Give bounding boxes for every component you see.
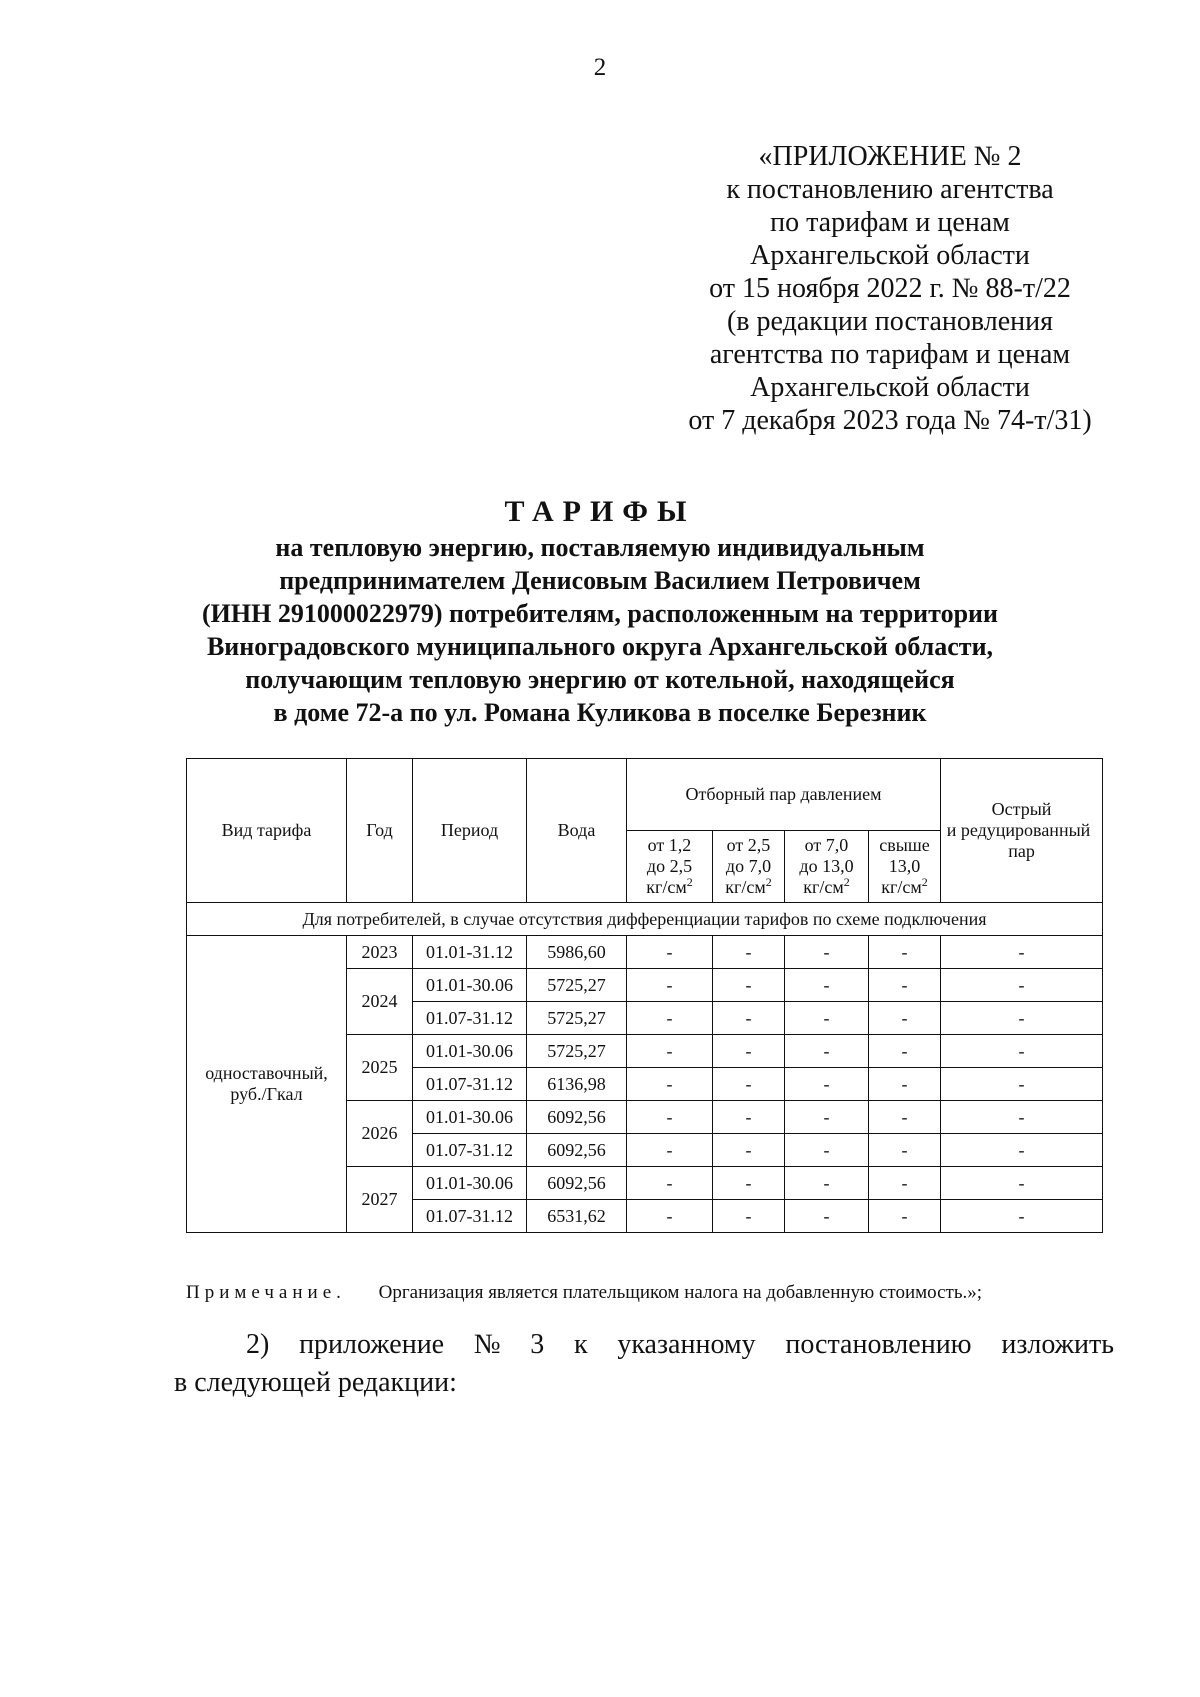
period-cell: 01.01-30.06 — [413, 1101, 527, 1134]
steam1-cell: - — [627, 1167, 713, 1200]
tariff-name-cell — [187, 936, 347, 1233]
tariffs-table — [186, 758, 1103, 1233]
water-cell: 6092,56 — [527, 1167, 627, 1200]
header-steam-3 — [785, 831, 869, 903]
steam3-cell: - — [785, 1068, 869, 1101]
page-number: 2 — [593, 54, 607, 81]
water-cell: 5725,27 — [527, 969, 627, 1002]
year-cell: 2025 — [347, 1035, 413, 1101]
period-cell: 01.07-31.12 — [413, 1068, 527, 1101]
header-steam-4 — [869, 831, 941, 903]
header-sharp-steam — [941, 759, 1103, 903]
steam3-cell: - — [785, 936, 869, 969]
note — [186, 1282, 1136, 1304]
steam4-cell: - — [869, 969, 941, 1002]
year-cell: 2024 — [347, 969, 413, 1035]
table-header — [187, 759, 1103, 903]
period-cell: 01.07-31.12 — [413, 1134, 527, 1167]
unit-text: кг/см — [803, 877, 844, 897]
water-cell: 5986,60 — [527, 936, 627, 969]
sharp-cell: - — [941, 1200, 1103, 1233]
header-year: Год — [347, 759, 413, 903]
steam2-cell: - — [713, 1101, 785, 1134]
sharp-cell: - — [941, 1134, 1103, 1167]
sharp-cell: - — [941, 1068, 1103, 1101]
steam2-cell: - — [713, 1035, 785, 1068]
water-cell: 6092,56 — [527, 1101, 627, 1134]
steam4-cell: - — [869, 1134, 941, 1167]
unit-superscript: 2 — [921, 875, 928, 889]
header-steam-unit — [629, 877, 710, 898]
header-water: Вода — [527, 759, 627, 903]
appendix-line: (в редакции постановления — [726, 306, 1054, 337]
title-line: предпринимателем Денисовым Василием Петровичем — [279, 566, 921, 595]
header-steam-unit — [715, 877, 782, 898]
title-main: ТАРИФЫ — [504, 495, 696, 528]
sharp-cell: - — [941, 969, 1103, 1002]
unit-superscript: 2 — [765, 875, 772, 889]
steam1-cell: - — [627, 1101, 713, 1134]
appendix-line: по тарифам и ценам — [770, 207, 1010, 238]
paragraph-word: постановлению — [785, 1329, 972, 1360]
steam1-cell: - — [627, 1068, 713, 1101]
header-steam-line: до 13,0 — [799, 856, 854, 876]
title-line: в доме 72-а по ул. Романа Куликова в поселке Березник — [273, 698, 927, 727]
title-line: Виноградовского муниципального округа Архангельской области, — [206, 632, 994, 661]
steam2-cell: - — [713, 1002, 785, 1035]
appendix-line: к постановлению агентства — [726, 174, 1054, 205]
header-steam-1 — [627, 831, 713, 903]
header-steam-line: до 2,5 — [646, 856, 693, 876]
paragraph-line: в следующей редакции: — [174, 1367, 457, 1398]
water-cell: 5725,27 — [527, 1002, 627, 1035]
steam3-cell: - — [785, 1167, 869, 1200]
note-label: Примечание. — [186, 1282, 346, 1303]
header-selected-steam: Отборный пар давлением — [627, 759, 941, 831]
header-steam-unit — [787, 877, 866, 898]
header-sharp-line: Острый — [991, 799, 1052, 819]
year-cell: 2027 — [347, 1167, 413, 1233]
sharp-cell: - — [941, 1101, 1103, 1134]
unit-text: кг/см — [881, 877, 922, 897]
appendix-line: от 15 ноября 2022 г. № 88-т/22 — [709, 273, 1071, 304]
table-row — [187, 936, 1103, 969]
paragraph-line — [174, 1326, 1114, 1364]
steam2-cell: - — [713, 1134, 785, 1167]
paragraph-word: 2) — [246, 1329, 270, 1360]
water-cell: 5725,27 — [527, 1035, 627, 1068]
steam4-cell: - — [869, 1200, 941, 1233]
appendix-line: агентства по тарифам и ценам — [709, 339, 1071, 370]
appendix-line: от 7 декабря 2023 года № 74-т/31) — [688, 405, 1092, 436]
steam4-cell: - — [869, 936, 941, 969]
steam1-cell: - — [627, 969, 713, 1002]
steam1-cell: - — [627, 1002, 713, 1035]
steam1-cell: - — [627, 1200, 713, 1233]
steam1-cell: - — [627, 936, 713, 969]
appendix-line: Архангельской области — [750, 372, 1030, 403]
header-steam-line: от 2,5 — [726, 835, 771, 855]
header-steam-line: 13,0 — [888, 856, 921, 876]
year-cell: 2023 — [347, 936, 413, 969]
header-sharp-line: и редуцированный — [946, 820, 1091, 840]
year-cell: 2026 — [347, 1101, 413, 1167]
steam3-cell: - — [785, 1035, 869, 1068]
header-period: Период — [413, 759, 527, 903]
header-steam-line: свыше — [879, 835, 930, 855]
tariff-name-line: руб./Гкал — [230, 1084, 303, 1104]
steam3-cell: - — [785, 1200, 869, 1233]
period-cell: 01.07-31.12 — [413, 1002, 527, 1035]
paragraph-word: изложить — [1001, 1329, 1114, 1360]
header-steam-line: до 7,0 — [725, 856, 772, 876]
paragraph — [174, 1326, 1114, 1402]
paragraph-word: приложение — [299, 1329, 445, 1360]
unit-superscript: 2 — [843, 875, 850, 889]
unit-text: кг/см — [725, 877, 766, 897]
header-steam-2 — [713, 831, 785, 903]
unit-superscript: 2 — [686, 875, 693, 889]
title-line: (ИНН 291000022979) потребителям, расположенным на территории — [201, 599, 998, 628]
group-label: Для потребителей, в случае отсутствия дифференциации тарифов по схеме подключения — [187, 903, 1103, 936]
water-cell: 6136,98 — [527, 1068, 627, 1101]
appendix-line: Архангельской области — [750, 240, 1030, 271]
steam3-cell: - — [785, 969, 869, 1002]
steam4-cell: - — [869, 1167, 941, 1200]
paragraph-word: 3 — [530, 1329, 545, 1360]
steam3-cell: - — [785, 1134, 869, 1167]
period-cell: 01.01-30.06 — [413, 1167, 527, 1200]
tariff-name-line: одноставочный, — [205, 1063, 328, 1083]
header-sharp-line: пар — [1008, 841, 1035, 861]
unit-text: кг/см — [646, 877, 687, 897]
header-tariff-type: Вид тарифа — [187, 759, 347, 903]
steam3-cell: - — [785, 1101, 869, 1134]
steam2-cell: - — [713, 1068, 785, 1101]
steam2-cell: - — [713, 1200, 785, 1233]
document-title — [0, 493, 1200, 729]
paragraph-word: № — [473, 1329, 501, 1360]
header-steam-line: от 1,2 — [647, 835, 692, 855]
water-cell: 6092,56 — [527, 1134, 627, 1167]
period-cell: 01.01-30.06 — [413, 1035, 527, 1068]
sharp-cell: - — [941, 1002, 1103, 1035]
sharp-cell: - — [941, 1035, 1103, 1068]
paragraph-word: к — [574, 1329, 588, 1360]
group-row — [187, 903, 1103, 936]
period-cell: 01.07-31.12 — [413, 1200, 527, 1233]
steam4-cell: - — [869, 1101, 941, 1134]
steam4-cell: - — [869, 1068, 941, 1101]
period-cell: 01.01-30.06 — [413, 969, 527, 1002]
note-text: Организация является плательщиком налога на добавленную стоимость.»; — [378, 1282, 983, 1303]
period-cell: 01.01-31.12 — [413, 936, 527, 969]
steam4-cell: - — [869, 1035, 941, 1068]
steam2-cell: - — [713, 969, 785, 1002]
steam3-cell: - — [785, 1002, 869, 1035]
steam2-cell: - — [713, 1167, 785, 1200]
header-steam-unit — [871, 877, 938, 898]
sharp-cell: - — [941, 1167, 1103, 1200]
appendix-line: «ПРИЛОЖЕНИЕ № 2 — [758, 141, 1022, 172]
title-line: получающим тепловую энергию от котельной, находящейся — [245, 665, 955, 694]
steam4-cell: - — [869, 1002, 941, 1035]
steam1-cell: - — [627, 1035, 713, 1068]
paragraph-word: указанному — [617, 1329, 756, 1360]
sharp-cell: - — [941, 936, 1103, 969]
appendix-header — [640, 140, 1140, 437]
steam1-cell: - — [627, 1134, 713, 1167]
water-cell: 6531,62 — [527, 1200, 627, 1233]
steam2-cell: - — [713, 936, 785, 969]
title-line: на тепловую энергию, поставляемую индивидуальным — [275, 533, 925, 562]
header-steam-line: от 7,0 — [804, 835, 849, 855]
